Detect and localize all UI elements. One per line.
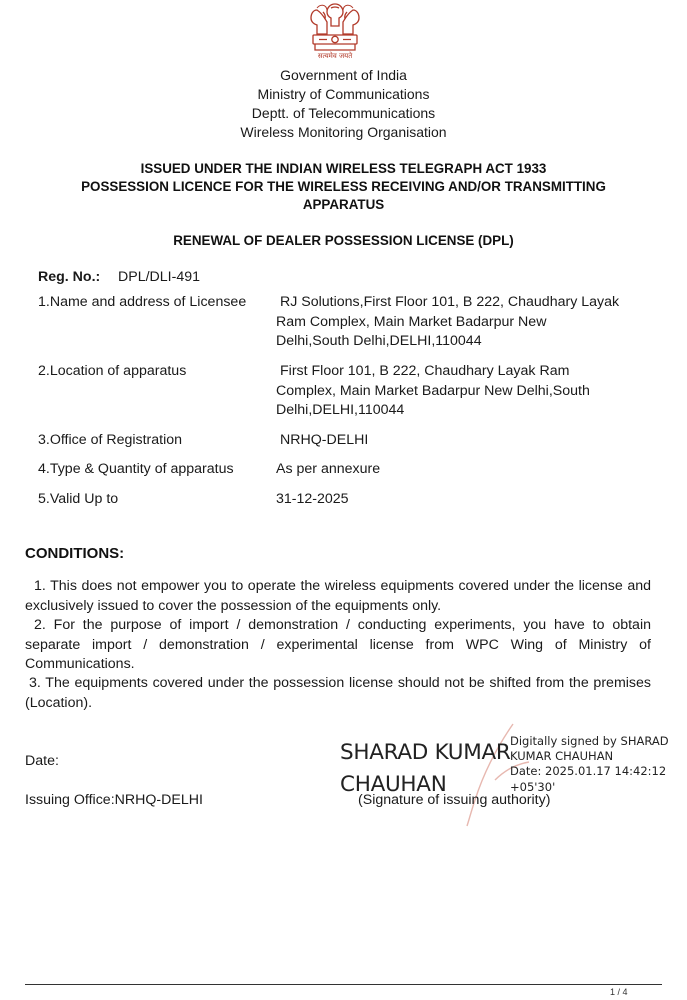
date-label: Date: [25, 753, 59, 769]
licensee-value: RJ Solutions,First Floor 101, B 222, Chaudhary Layak Ram Complex, Main Market Badarpur New Delhi,South Delhi,DELHI,110044 [276, 294, 620, 349]
page-number: 1 / 4 [610, 987, 628, 997]
digital-signature-details [510, 734, 669, 795]
digital-sig-line: +05'30' [510, 779, 556, 794]
signer-name-line2: CHAUHAN [340, 772, 447, 797]
reg-no-label: Reg. No.: [38, 269, 101, 285]
org-line-government: Government of India [280, 67, 407, 83]
title-apparatus: APPARATUS [302, 197, 385, 212]
condition-1: 1. This does not empower you to operate the wireless equipments covered under the license and exclusively issued to cover the possession of the equipments only. [25, 578, 651, 614]
issuing-office: Issuing Office:NRHQ-DELHI [25, 792, 203, 808]
footer-divider [25, 984, 662, 985]
location-value: First Floor 101, B 222, Chaudhary Layak Ram Complex, Main Market Badarpur New Delhi,South Delhi,DELHI,110044 [276, 363, 590, 418]
signer-name-line1: SHARAD KUMAR [340, 740, 511, 765]
digital-sig-line: Date: 2025.01.17 14:42:12 [510, 764, 667, 779]
org-line-department: Deptt. of Telecommunications [251, 105, 436, 121]
valid-up-to-label: 5.Valid Up to [38, 491, 119, 507]
digital-sig-line: KUMAR CHAUHAN [510, 749, 614, 764]
registration-office-value: NRHQ-DELHI [280, 432, 369, 448]
condition-2: 2. For the purpose of import / demonstration / conducting experiments, you have to obtain separate import / demonstration / experimental license from WPC Wing of Ministry of Communications. [25, 617, 651, 672]
reg-no-value: DPL/DLI-491 [118, 269, 201, 285]
licensee-label: 1.Name and address of Licensee [38, 294, 247, 310]
apparatus-type-value: As per annexure [276, 461, 381, 477]
apparatus-type-label: 4.Type & Quantity of apparatus [38, 461, 234, 477]
digital-sig-line: Digitally signed by SHARAD [510, 734, 669, 748]
condition-3: 3. The equipments covered under the possession license should not be shifted from the premises (Location). [25, 675, 651, 711]
org-line-wmo: Wireless Monitoring Organisation [240, 124, 447, 140]
emblem-motto: सत्यमेव जयते [317, 52, 353, 60]
valid-up-to-value: 31-12-2025 [276, 491, 349, 507]
title-licence: POSSESSION LICENCE FOR THE WIRELESS RECEIVING AND/OR TRANSMITTING [81, 179, 606, 194]
subtitle-renewal: RENEWAL OF DEALER POSSESSION LICENSE (DPL) [173, 233, 514, 248]
title-act: ISSUED UNDER THE INDIAN WIRELESS TELEGRAPH ACT 1933 [140, 161, 547, 176]
conditions-title: CONDITIONS: [25, 545, 125, 562]
location-label: 2.Location of apparatus [38, 363, 187, 379]
org-line-ministry: Ministry of Communications [257, 86, 430, 102]
registration-office-label: 3.Office of Registration [38, 432, 183, 448]
signature-caption: (Signature of issuing authority) [358, 792, 551, 808]
